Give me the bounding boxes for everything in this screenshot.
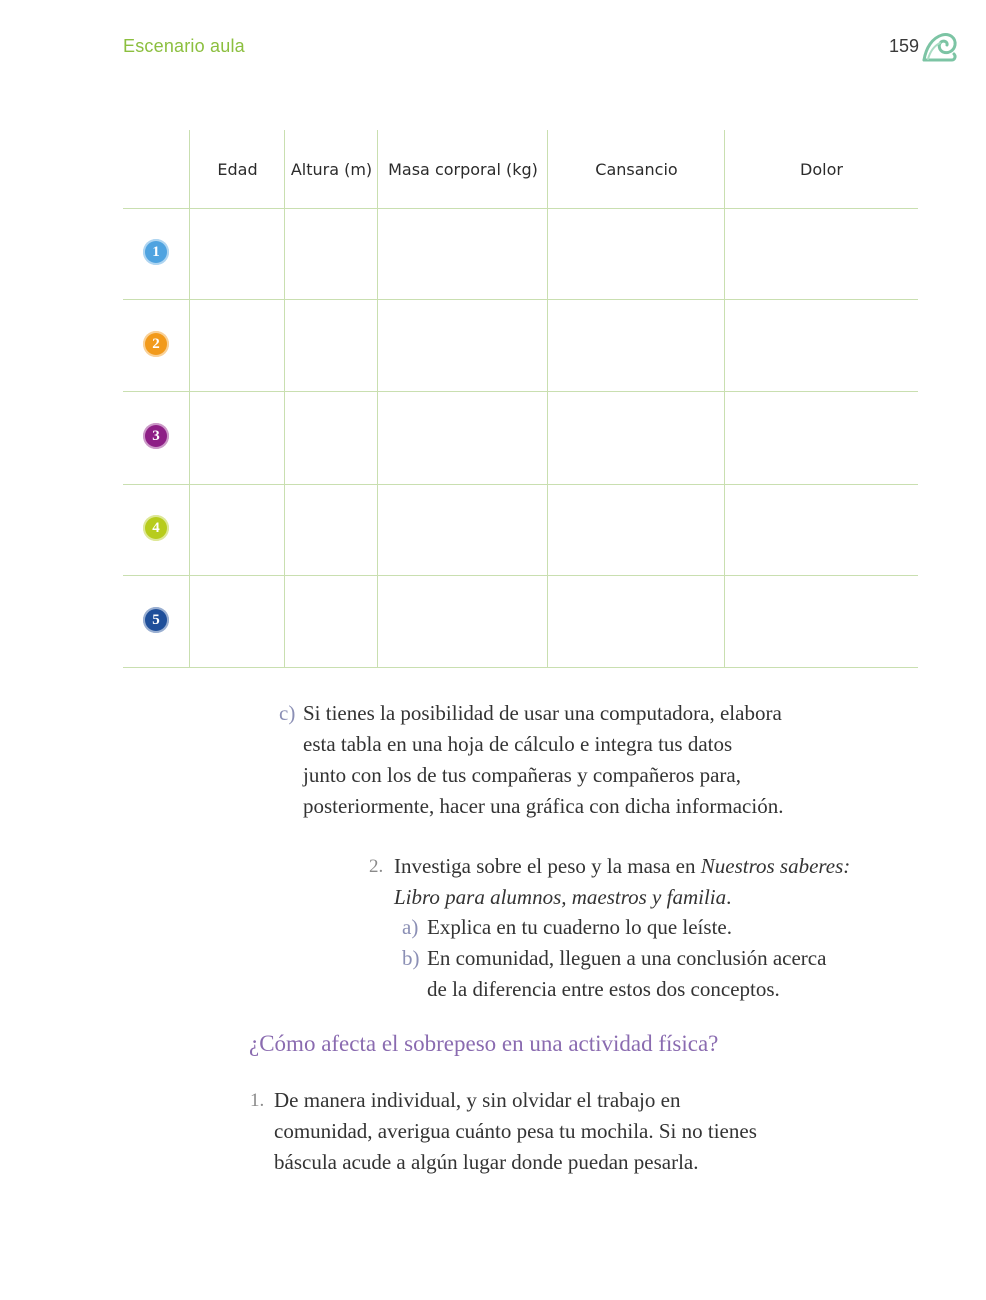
item-2b-line-1: En comunidad, lleguen a una conclusión acerca (427, 946, 827, 970)
page-number: 159 (889, 36, 920, 56)
item-1-line-1: De manera individual, y sin olvidar el trabajo en (274, 1088, 681, 1112)
item-2b-line-2: de la diferencia entre estos dos conceptos. (427, 977, 780, 1001)
column-header-dolor: Dolor (800, 159, 843, 179)
item-2-line-2 (394, 882, 850, 913)
item-c-line-2: esta tabla en una hoja de cálculo e integra tus datos (303, 732, 733, 756)
section-label: Escenario aula (123, 36, 245, 56)
table-grid-lines (123, 130, 918, 668)
column-header-edad: Edad (217, 159, 258, 179)
item-2-line-1 (394, 851, 850, 882)
item-c-line-1: Si tienes la posibilidad de usar una computadora, elabora (303, 701, 782, 725)
column-header-masa-corporal: Masa corporal (kg) (388, 159, 538, 179)
item-2-line-2-suffix: . (726, 885, 732, 909)
data-table (123, 130, 918, 668)
row-badge-4: 4 (143, 515, 169, 541)
item-2-line-1-italic: Nuestros saberes: (700, 854, 851, 878)
item-c-text (303, 698, 783, 822)
item-c-line-4: posteriormente, hacer una gráfica con dicha información. (303, 794, 784, 818)
item-1-line-2: comunidad, averigua cuánto pesa tu mochila. Si no tienes (274, 1119, 757, 1143)
item-2-text (394, 851, 850, 913)
item-1-text (274, 1085, 757, 1178)
item-2b-marker: b) (402, 946, 420, 970)
item-1-marker: 1. (250, 1090, 265, 1111)
item-2a-line-1: Explica en tu cuaderno lo que leíste. (427, 915, 732, 939)
row-badge-5: 5 (143, 607, 169, 633)
column-header-cansancio: Cansancio (595, 159, 678, 179)
row-badge-2: 2 (143, 331, 169, 357)
item-2-marker: 2. (369, 856, 384, 877)
section-heading: ¿Cómo afecta el sobrepeso en una actividad física? (249, 1031, 719, 1056)
item-c-marker: c) (279, 701, 296, 725)
item-2a-marker: a) (402, 915, 419, 939)
item-c-line-3: junto con los de tus compañeras y compañeros para, (303, 763, 741, 787)
spiral-shell-icon (922, 30, 958, 62)
column-header-altura: Altura (m) (290, 159, 373, 179)
item-2b-text (427, 943, 826, 1005)
item-2-line-1-prefix: Investiga sobre el peso y la masa en (394, 854, 701, 878)
item-1-line-3: báscula acude a algún lugar donde puedan pesarla. (274, 1150, 699, 1174)
row-badge-1: 1 (143, 239, 169, 265)
item-2-line-2-italic: Libro para alumnos, maestros y familia (394, 885, 727, 909)
item-2a-text (427, 912, 732, 943)
row-badge-3: 3 (143, 423, 169, 449)
